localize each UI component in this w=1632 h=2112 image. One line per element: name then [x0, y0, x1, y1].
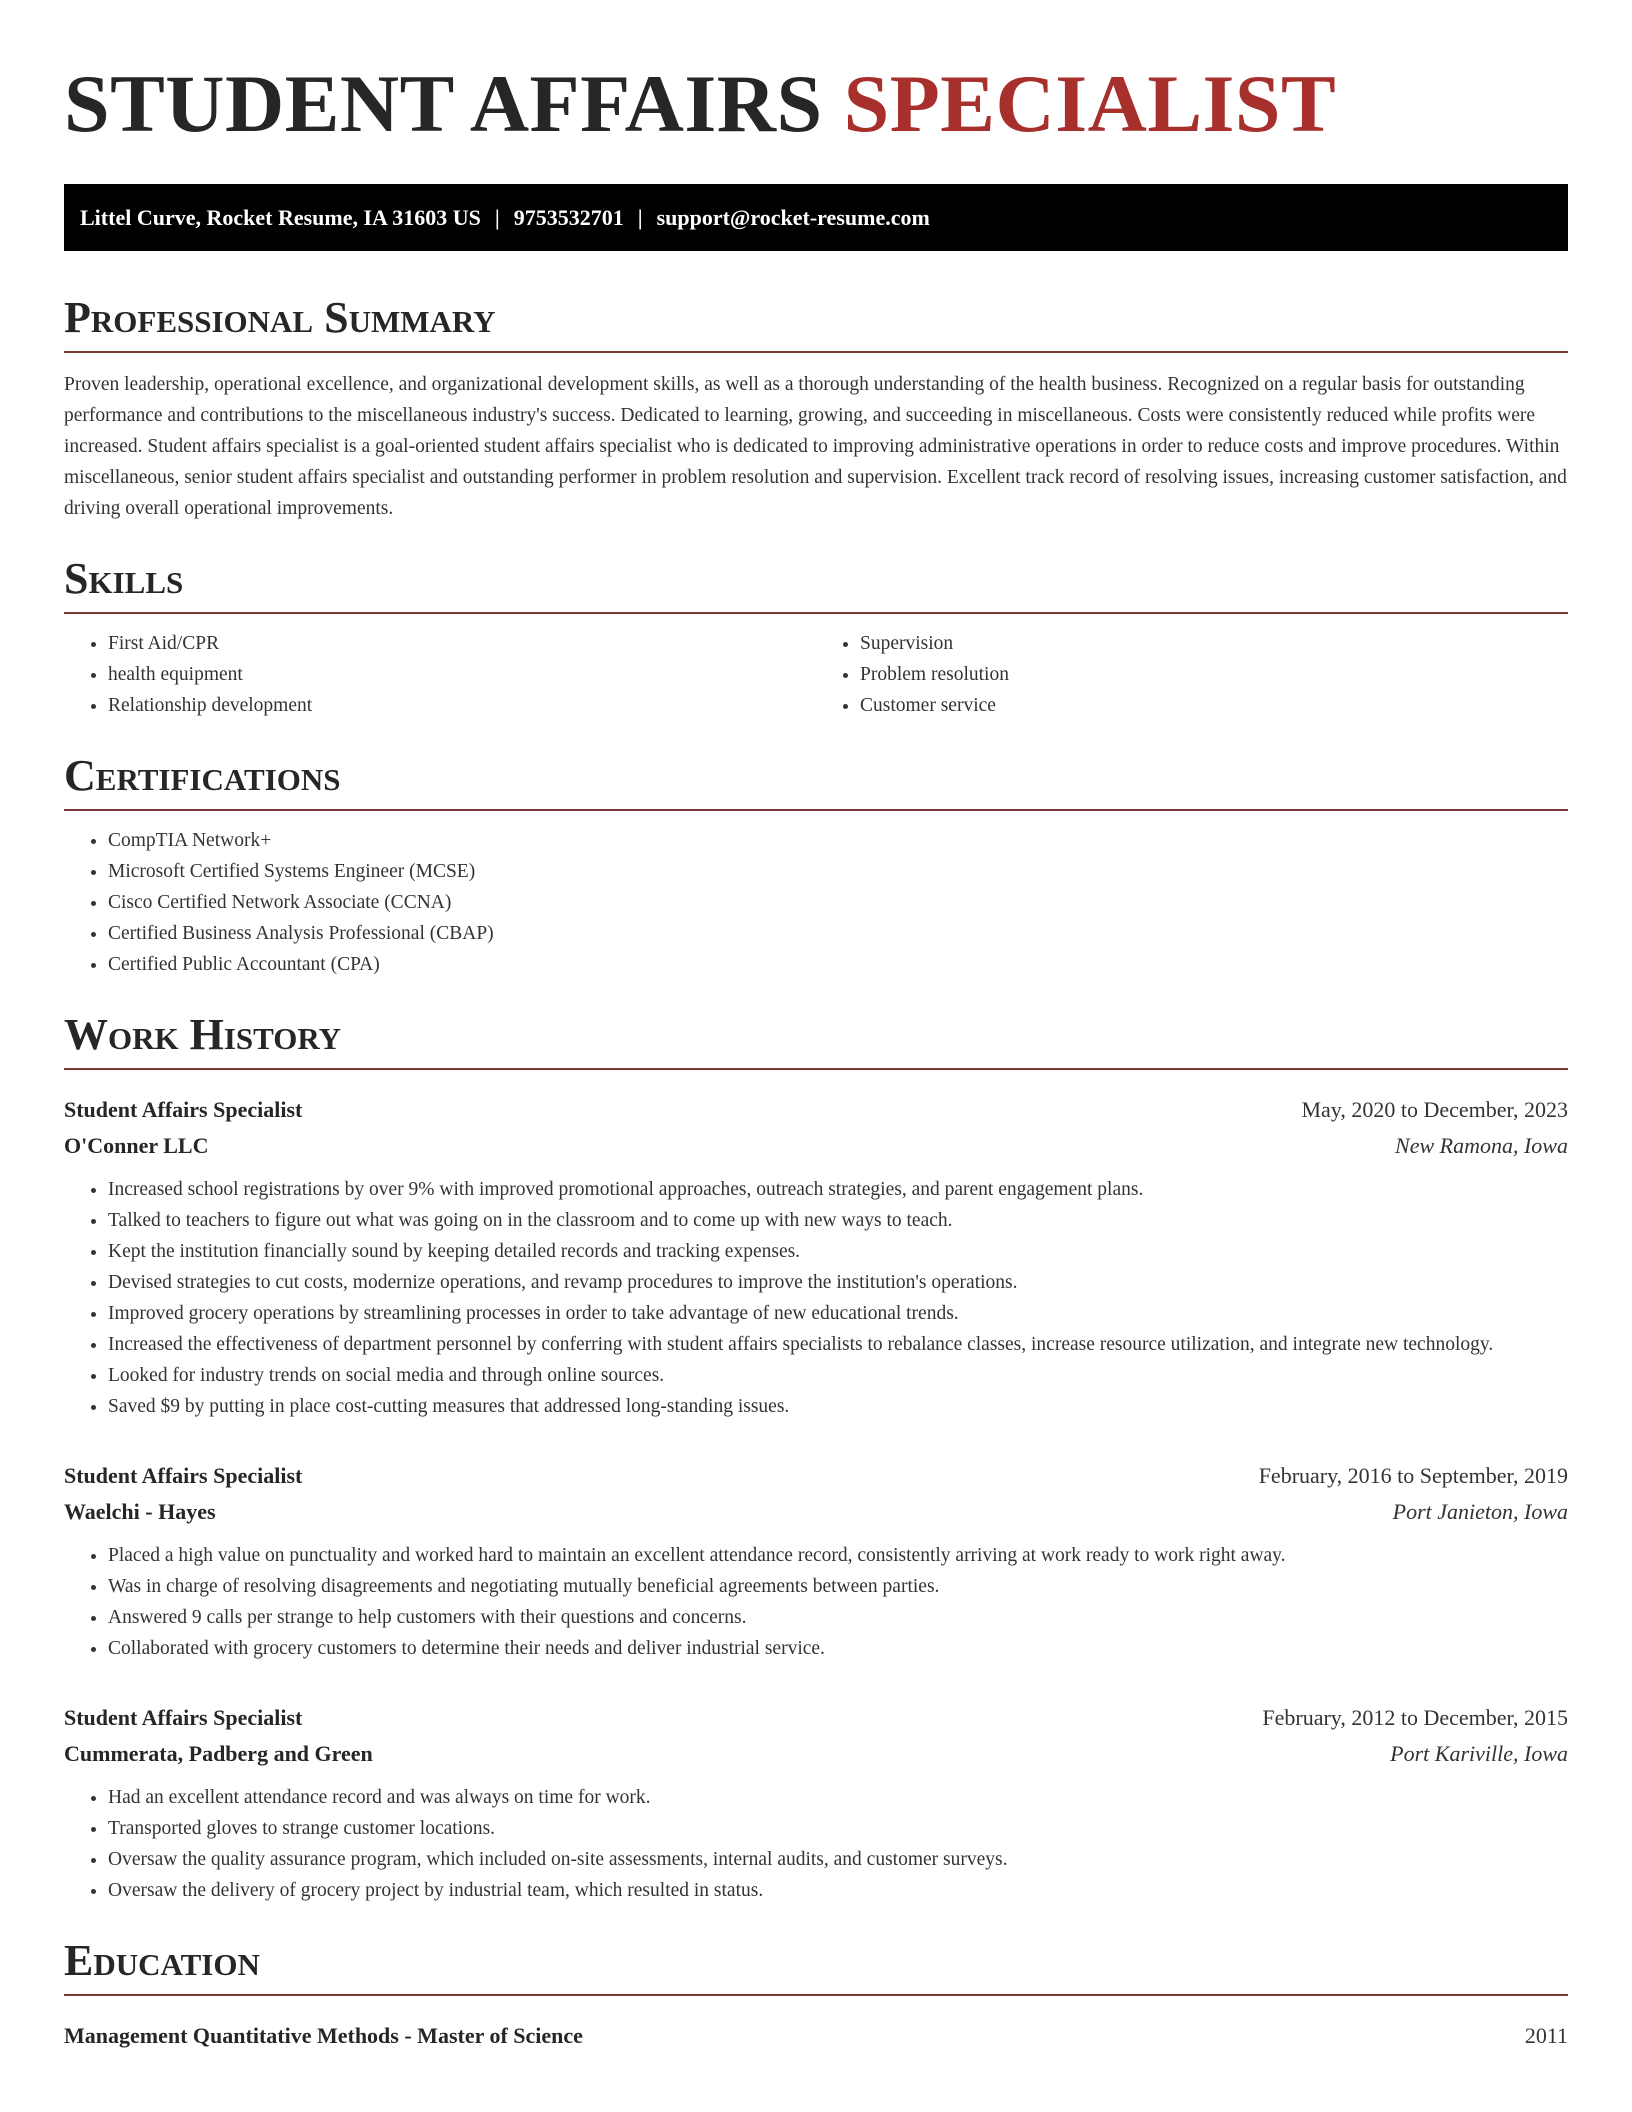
job-bullet: • Increased the effectiveness of department personnel by conferring with student affairs specialists to rebalance classes, increase resource utilization, and integrate new technology. — [108, 1329, 1568, 1360]
skill-item: • Problem resolution — [860, 659, 1568, 690]
job-bullet: • Looked for industry trends on social media and through online sources. — [108, 1360, 1568, 1391]
education-heading: Education — [64, 1936, 1568, 1996]
job-location: New Ramona, Iowa — [1395, 1133, 1568, 1158]
job-bullet: • Increased school registrations by over 9% with improved promotional approaches, outreach strategies, and parent engagement plans. — [108, 1174, 1568, 1205]
job-company-row — [64, 1494, 1568, 1530]
job-bullet: • Oversaw the delivery of grocery project by industrial team, which resulted in status. — [108, 1875, 1568, 1906]
job-entry — [64, 1458, 1568, 1664]
certifications-heading: Certifications — [64, 751, 1568, 811]
job-entry — [64, 1700, 1568, 1906]
summary-heading: Professional Summary — [64, 293, 1568, 353]
certification-item: • Cisco Certified Network Associate (CCNA) — [108, 887, 1568, 918]
contact-email[interactable]: support@rocket-resume.com — [656, 205, 930, 230]
skill-item: • Relationship development — [108, 690, 816, 721]
title-accent: SPECIALIST — [843, 58, 1337, 149]
job-dates: February, 2016 to September, 2019 — [1258, 1463, 1568, 1488]
summary-text: Proven leadership, operational excellence, and organizational development skills, as well as a thorough understanding of the health business. Recognized on a regular basis for outstanding performance and contributions to the miscellaneous industry's success. Dedicated to learning, growing, and succeeding in miscellaneous. Costs were consistently reduced while profits were increased. Student affairs specialist is a goal-oriented student affairs specialist who is dedicated to improving administrative operations in order to reduce costs and improve procedures. Within miscellaneous, senior student affairs specialist and outstanding performer in problem resolution and supervision. Excellent track record of resolving issues, increasing customer satisfaction, and driving overall operational improvements. — [64, 374, 1567, 519]
certification-item: • Microsoft Certified Systems Engineer (MCSE) — [108, 856, 1568, 887]
skill-item: • Customer service — [860, 690, 1568, 721]
education-degree: Management Quantitative Methods - Master of Science — [64, 2023, 583, 2048]
job-bullet: • Answered 9 calls per strange to help customers with their questions and concerns. — [108, 1602, 1568, 1633]
education-year: 2011 — [1524, 2023, 1568, 2048]
contact-bar — [64, 184, 1568, 251]
job-bullet: • Saved $9 by putting in place cost-cutting measures that addressed long-standing issues. — [108, 1391, 1568, 1422]
job-bullet: • Improved grocery operations by streamlining processes in order to take advantage of new educational trends. — [108, 1298, 1568, 1329]
job-company-row — [64, 1736, 1568, 1772]
job-company: Cummerata, Padberg and Green — [64, 1741, 373, 1766]
job-bullet: • Placed a high value on punctuality and worked hard to maintain an excellent attendance record, consistently arriving at work ready to work right away. — [108, 1540, 1568, 1571]
job-title: Student Affairs Specialist — [64, 1463, 303, 1488]
job-entry — [64, 1092, 1568, 1422]
certification-item: • CompTIA Network+ — [108, 825, 1568, 856]
certification-item: • Certified Public Accountant (CPA) — [108, 949, 1568, 980]
job-bullet: • Transported gloves to strange customer locations. — [108, 1813, 1568, 1844]
skills-section — [64, 554, 1568, 721]
job-bullet: • Had an excellent attendance record and was always on time for work. — [108, 1782, 1568, 1813]
skills-heading: Skills — [64, 554, 1568, 614]
work-history-section — [64, 1010, 1568, 1906]
job-bullet: • Collaborated with grocery customers to determine their needs and deliver industrial service. — [108, 1633, 1568, 1664]
resume-page — [64, 0, 1568, 2054]
contact-separator: | — [637, 205, 643, 230]
title-main: STUDENT AFFAIRS — [64, 58, 823, 149]
job-bullets — [64, 1174, 1568, 1422]
job-bullet: • Devised strategies to cut costs, modernize operations, and revamp procedures to improve the institution's operations. — [108, 1267, 1568, 1298]
skills-list-left — [64, 628, 816, 721]
job-bullet: • Talked to teachers to figure out what was going on in the classroom and to come up with new ways to teach. — [108, 1205, 1568, 1236]
skill-item: • First Aid/CPR — [108, 628, 816, 659]
job-header-row — [64, 1458, 1568, 1494]
skills-list-right — [816, 628, 1568, 721]
contact-separator: | — [494, 205, 500, 230]
job-location: Port Janieton, Iowa — [1392, 1499, 1568, 1524]
job-company: Waelchi - Hayes — [64, 1499, 216, 1524]
skills-columns — [64, 628, 1568, 721]
contact-phone: 9753532701 — [513, 205, 624, 230]
education-entry — [64, 2018, 1568, 2054]
job-header-row — [64, 1700, 1568, 1736]
page-title — [64, 58, 1568, 150]
job-bullets — [64, 1782, 1568, 1906]
certifications-section — [64, 751, 1568, 980]
job-bullets — [64, 1540, 1568, 1664]
job-header-row — [64, 1092, 1568, 1128]
certification-item: • Certified Business Analysis Professional (CBAP) — [108, 918, 1568, 949]
job-bullet: • Oversaw the quality assurance program, which included on-site assessments, internal audits, and customer surveys. — [108, 1844, 1568, 1875]
job-company: O'Conner LLC — [64, 1133, 209, 1158]
job-location: Port Kariville, Iowa — [1390, 1741, 1568, 1766]
education-row — [64, 2018, 1568, 2054]
job-dates: May, 2020 to December, 2023 — [1301, 1097, 1568, 1122]
certifications-list — [64, 825, 1568, 980]
contact-address: Littel Curve, Rocket Resume, IA 31603 US — [80, 205, 481, 230]
job-bullet: • Kept the institution financially sound by keeping detailed records and tracking expenses. — [108, 1236, 1568, 1267]
job-bullet: • Was in charge of resolving disagreements and negotiating mutually beneficial agreements between parties. — [108, 1571, 1568, 1602]
job-company-row — [64, 1128, 1568, 1164]
skill-item: • health equipment — [108, 659, 816, 690]
job-title: Student Affairs Specialist — [64, 1097, 303, 1122]
work-history-heading: Work History — [64, 1010, 1568, 1070]
skill-item: • Supervision — [860, 628, 1568, 659]
job-title: Student Affairs Specialist — [64, 1705, 303, 1730]
summary-section — [64, 293, 1568, 524]
job-dates: February, 2012 to December, 2015 — [1262, 1705, 1568, 1730]
education-section — [64, 1936, 1568, 2054]
